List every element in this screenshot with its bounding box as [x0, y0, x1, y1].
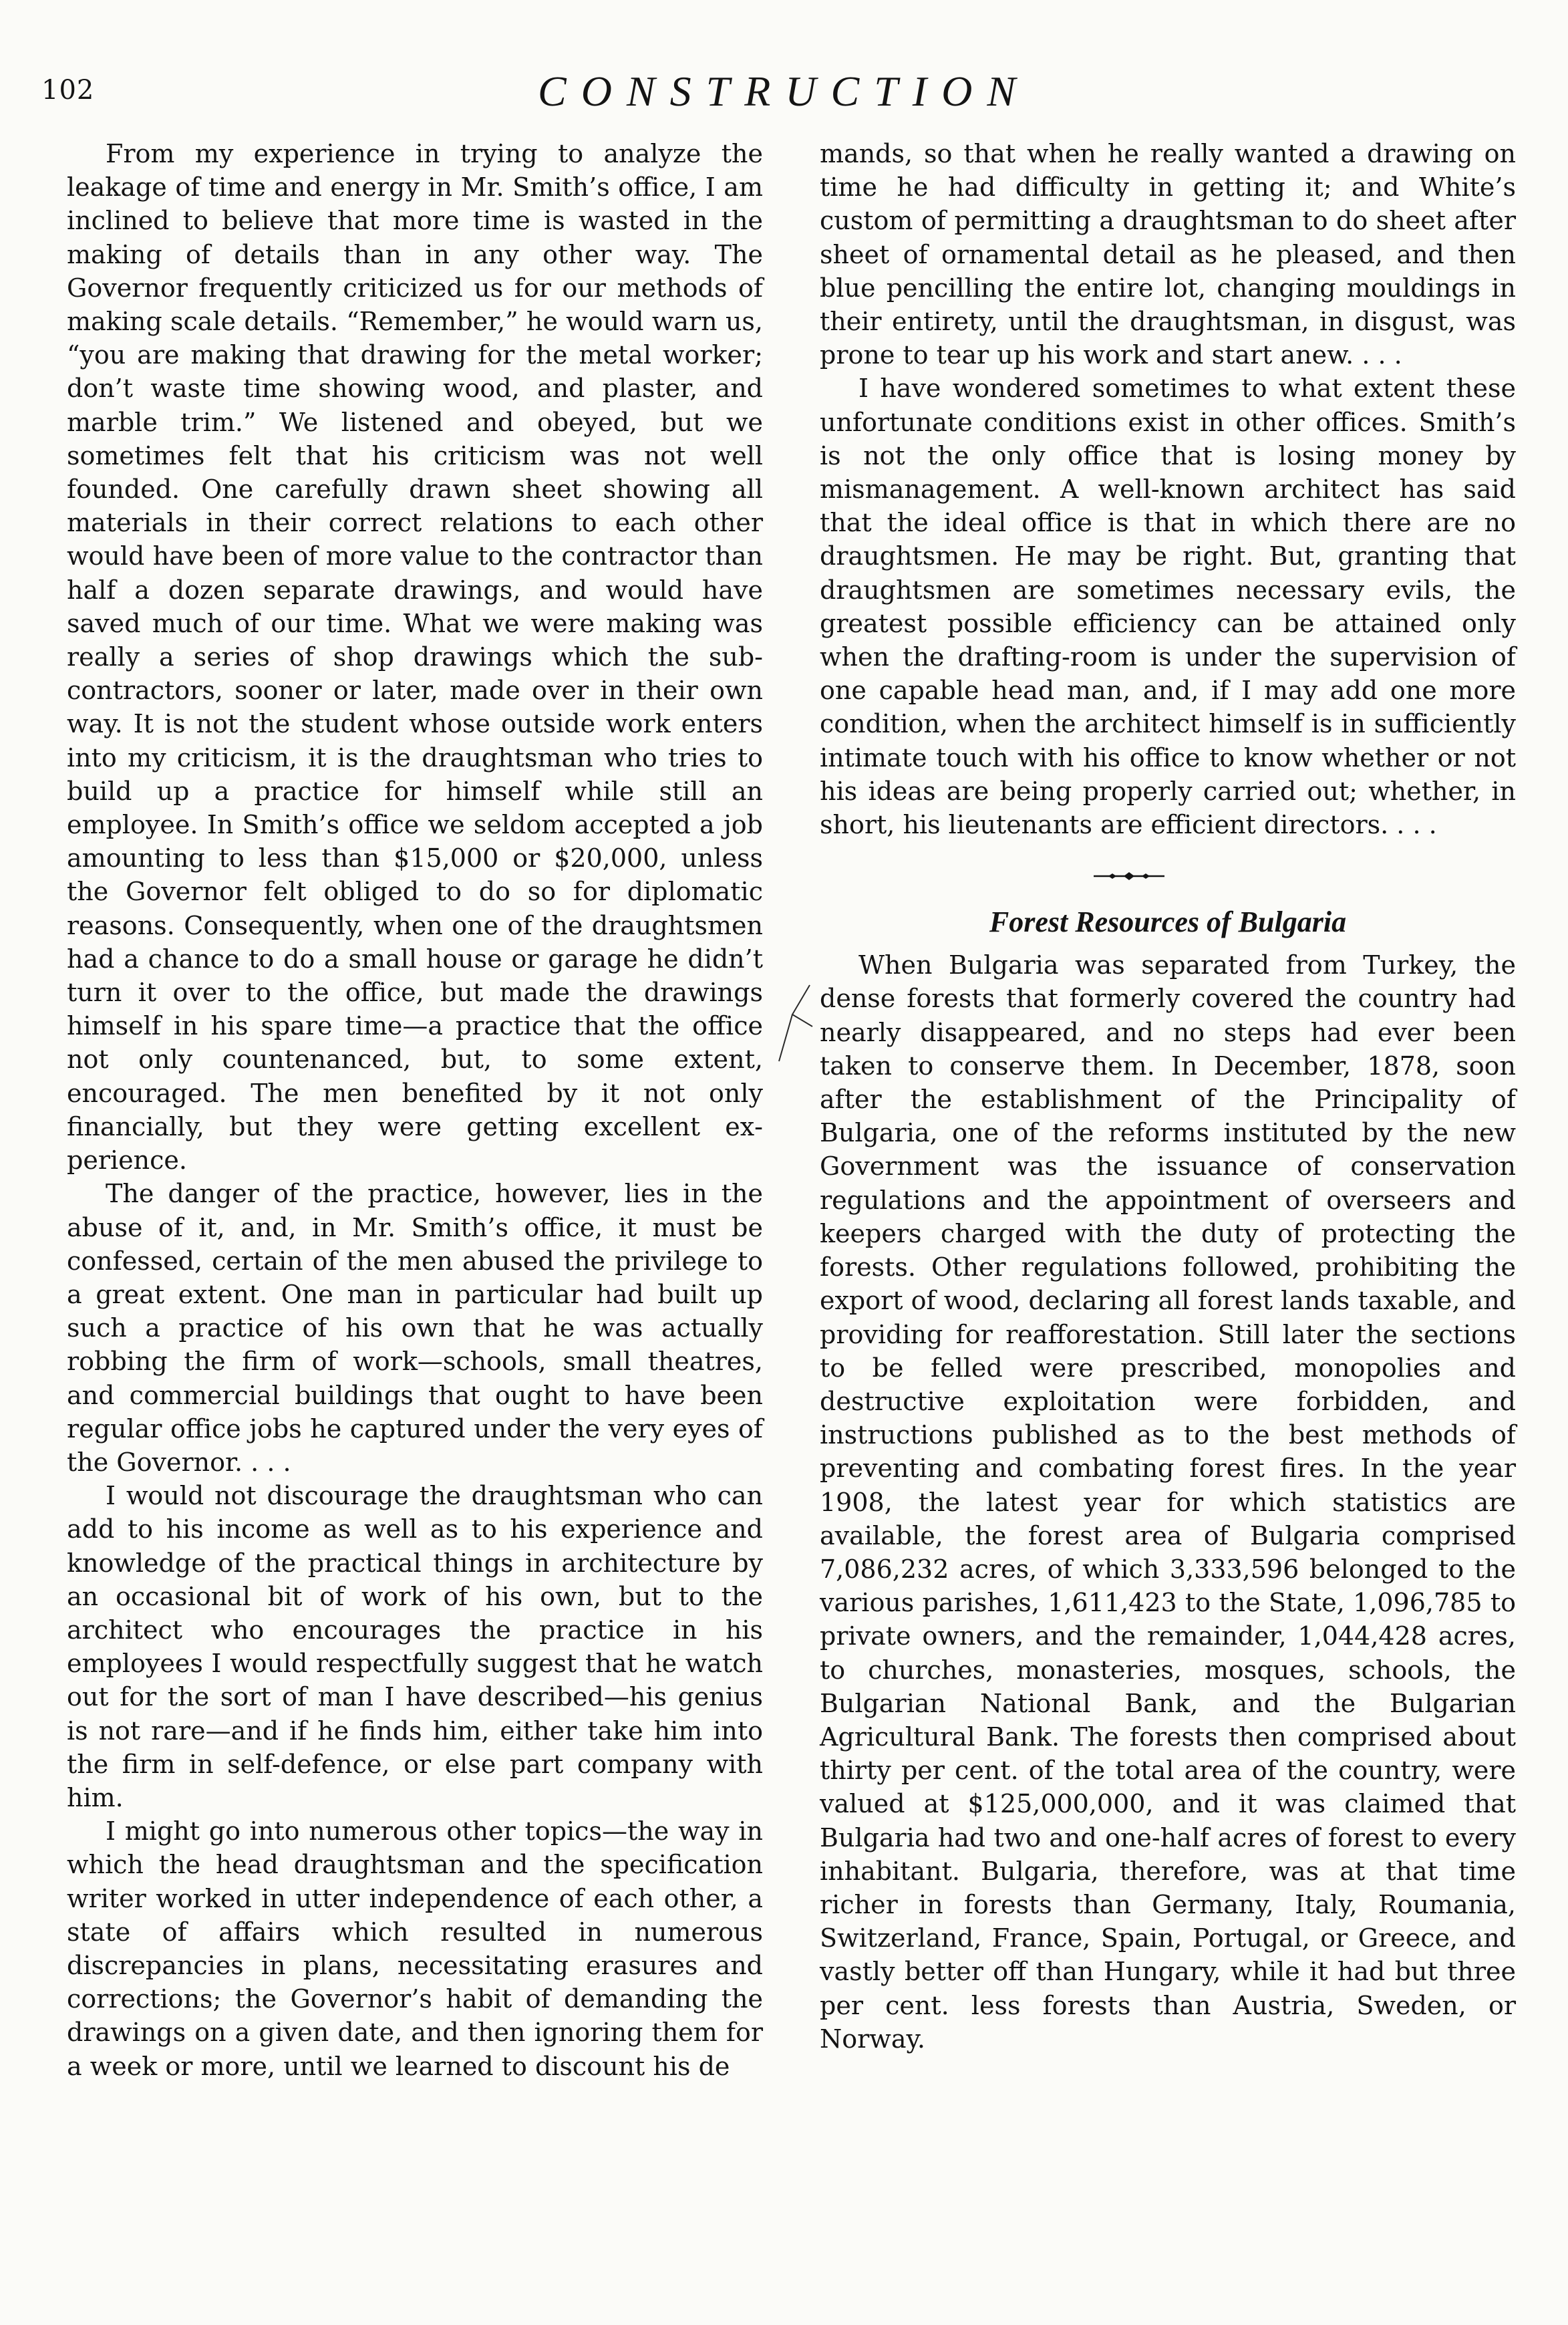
left-column — [67, 137, 763, 2083]
margin-pencil-mark — [755, 962, 835, 1083]
paragraph: I might go into numerous other topics—the way in which the head draughtsman and the specification writer worked in utter independence of each other, a state of affairs which resulted in numerous discrepancies in plans, necessitating erasures and corrections; the Governor’s habit of demanding the drawings on a given date, and then ignoring them for a week or more, until we learned to discount his de — [67, 1816, 763, 2081]
page-number: 102 — [41, 75, 95, 106]
paragraph: From my experience in trying to analyze the leakage of time and energy in Mr. Smith’s office, I am inclined to believe that more time is wasted in the making of details than in any other way. The Governor frequently criticized us for our methods of making scale details. “Remember,” he would warn us, “you are making that drawing for the metal worker; don’t waste time showing wood, and plaster, and marble trim.” We listened and obeyed, but we sometimes felt that his criticism was not well founded. One carefully drawn sheet showing all materials in their correct relations to each other would have been of more value to the contractor than half a dozen separate drawings, and would have saved much of our time. What we were making was really a series of shop drawings which the subcontractors, sooner or later, made over in their own way. It is not the student whose outside work enters into my criticism, it is the draughtsman who tries to build up a practice for himself while still an employee. In Smith’s office we seldom accepted a job amounting to less than $15,000 or $20,000, unless the Governor felt obliged to do so for diplomatic reasons. Consequently, when one of the draughtsmen had a chance to do a small house or garage he didn’t turn it over to the office, but made the drawings himself in his spare time—a practice that the office not only countenanced, but, to some extent, encouraged. The men benefited by it not only financially, but they were getting excellent experience. — [67, 139, 763, 1176]
running-head: CONSTRUCTION — [538, 67, 1030, 115]
paragraph: I would not discourage the draughtsman who can add to his income as well as to his experience and knowledge of the practical things in architecture by an occasional bit of work of his own, but to the architect who encourages the practice in his employees I would respectfully suggest that he watch out for the sort of man I have described—his genius is not rare—and if he finds him, either take him into the firm in self-defence, or else part company with him. — [67, 1481, 763, 1812]
right-column — [820, 137, 1516, 2056]
paragraph: When Bulgaria was separated from Turkey, the dense forests that formerly covered the country had nearly disappeared, and no steps had ever been taken to conserve them. In December, 1878, soon after the establishment of the Principality of Bulgaria, one of the reforms instituted by the new Government was the issuance of conservation regulations and the appointment of overseers and keepers charged with the duty of protecting the forests. Other regulations followed, prohibiting the export of wood, declaring all forest lands taxable, and providing for reafforestation. Still later the sections to be felled were prescribed, monopolies and destructive exploitation were forbidden, and instructions published as to the best methods of preventing and combating forest fires. In the year 1908, the latest year for which statistics are available, the forest area of Bulgaria comprised 7,086,232 acres, of which 3,333,596 belonged to the various parishes, 1,611,423 to the State, 1,096,785 to private owners, and the remainder, 1,044,428 acres, to churches, monasteries, mosques, schools, the Bulgarian National Bank, and the Bulgarian Agricultural Bank. The forests then comprised about thirty per cent. of the total area of the country, were valued at $125,000,000, and it was claimed that Bulgaria had two and one-half acres of forest to every inhabitant. Bulgaria, therefore, was at that time richer in forests than Germany, Italy, Roumania, Switzerland, France, Spain, Portugal, or Greece, and vastly better off than Hungary, while it had but three per cent. less forests than Austria, Sweden, or Norway. — [820, 950, 1516, 2054]
paragraph: The danger of the practice, however, lies in the abuse of it, and, in Mr. Smith’s office, it must be confessed, certain of the men abused the privilege to a great extent. One man in particular had built up such a practice of his own that he was actually robbing the firm of work—schools, small theatres, and commercial buildings that ought to have been regular office jobs he captured under the very eyes of the Governor. . . . — [67, 1179, 763, 1477]
section-divider-ornament — [820, 841, 1516, 903]
paragraph: I have wondered sometimes to what extent these unfortunate conditions exist in other offices. Smith’s is not the only office that is losing money by mismanagement. A well-known architect has said that the ideal office is that in which there are no draughtsmen. He may be right. But, granting that draughtsmen are sometimes necessary evils, the greatest possible efficiency can be attained only when the drafting-room is under the supervision of one capable head man, and, if I may add one more condition, when the architect himself is in sufficiently intimate touch with his office to know whether or not his ideas are being properly carried out; whether, in short, his lieutenants are efficient directors. . . . — [820, 374, 1516, 840]
divider-ornament-icon — [1092, 872, 1166, 880]
paragraph-continued: mands, so that when he really wanted a drawing on time he had difficulty in getting it; and White’s custom of permitting a draughtsman to do sheet after sheet of ornamental detail as he pleased, and then blue pencilling the entire lot, changing mouldings in their entirety, until the draughtsman, in disgust, was prone to tear up his work and start anew. . . . — [820, 139, 1516, 370]
section-title: Forest Resources of Bulgaria — [989, 906, 1347, 939]
